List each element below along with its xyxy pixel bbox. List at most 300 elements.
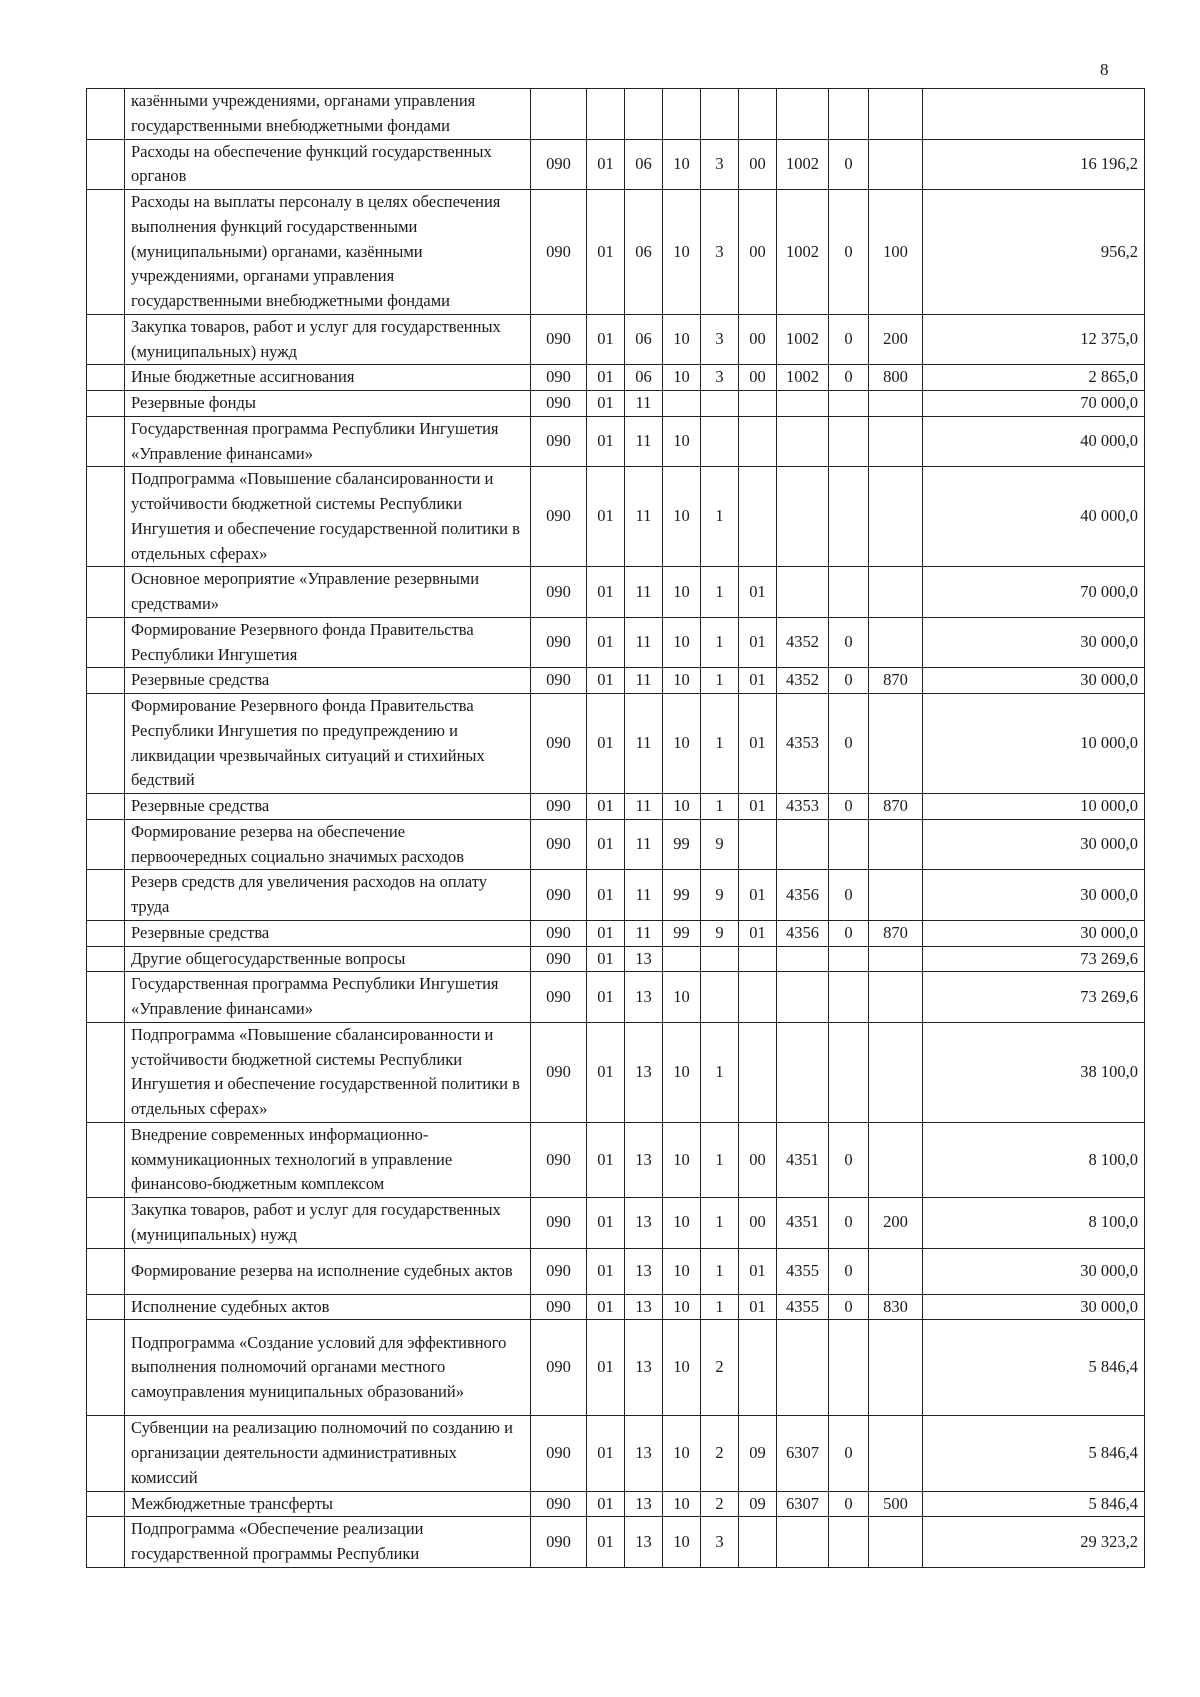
code-flag: 0 — [829, 794, 869, 820]
code-section: 01 — [587, 1248, 625, 1294]
code-event: 01 — [739, 668, 777, 694]
amount: 30 000,0 — [923, 870, 1145, 921]
code-program: 10 — [663, 139, 701, 190]
code-subprogram: 1 — [701, 1248, 739, 1294]
code-flag: 0 — [829, 139, 869, 190]
row-margin-cell — [87, 1517, 125, 1568]
table-row — [87, 467, 1145, 567]
row-margin-cell — [87, 972, 125, 1023]
code-admin — [531, 89, 587, 140]
code-event: 00 — [739, 1198, 777, 1249]
code-program: 10 — [663, 972, 701, 1023]
row-margin-cell — [87, 567, 125, 618]
table-row — [87, 794, 1145, 820]
amount: 10 000,0 — [923, 794, 1145, 820]
row-margin-cell — [87, 617, 125, 668]
code-subsection: 11 — [625, 694, 663, 794]
code-subprogram: 1 — [701, 694, 739, 794]
code-event: 01 — [739, 567, 777, 618]
code-flag — [829, 416, 869, 467]
code-subsection: 11 — [625, 668, 663, 694]
table-row — [87, 190, 1145, 315]
code-subsection: 06 — [625, 190, 663, 315]
row-margin-cell — [87, 1294, 125, 1320]
code-flag — [829, 1022, 869, 1122]
code-program: 10 — [663, 668, 701, 694]
code-direction: 4352 — [777, 668, 829, 694]
table-row — [87, 819, 1145, 870]
row-margin-cell — [87, 1491, 125, 1517]
code-subprogram: 1 — [701, 467, 739, 567]
code-direction — [777, 416, 829, 467]
code-subprogram: 1 — [701, 1198, 739, 1249]
table-row — [87, 1491, 1145, 1517]
code-direction — [777, 391, 829, 417]
code-admin: 090 — [531, 1294, 587, 1320]
item-name: Закупка товаров, работ и услуг для государственных (муниципальных) нужд — [125, 1198, 531, 1249]
table-row — [87, 1416, 1145, 1491]
item-name: Подпрограмма «Повышение сбалансированности и устойчивости бюджетной системы Республики Ингушетия и обеспечение государственной политики в отдельных сферах» — [125, 1022, 531, 1122]
code-subsection: 11 — [625, 920, 663, 946]
code-event: 00 — [739, 1122, 777, 1197]
code-program: 10 — [663, 190, 701, 315]
table-row — [87, 391, 1145, 417]
code-type — [869, 1022, 923, 1122]
code-section: 01 — [587, 1122, 625, 1197]
code-section: 01 — [587, 391, 625, 417]
code-event: 01 — [739, 794, 777, 820]
code-direction: 4355 — [777, 1294, 829, 1320]
code-event — [739, 416, 777, 467]
amount — [923, 89, 1145, 140]
item-name: Формирование резерва на обеспечение первоочередных социально значимых расходов — [125, 819, 531, 870]
code-flag: 0 — [829, 314, 869, 365]
code-type — [869, 870, 923, 921]
code-type: 200 — [869, 314, 923, 365]
code-event: 00 — [739, 365, 777, 391]
code-subprogram: 3 — [701, 1517, 739, 1568]
code-admin: 090 — [531, 567, 587, 618]
item-name: Расходы на обеспечение функций государственных органов — [125, 139, 531, 190]
budget-table — [86, 88, 1145, 1568]
code-event: 01 — [739, 1294, 777, 1320]
code-program: 10 — [663, 365, 701, 391]
code-admin: 090 — [531, 365, 587, 391]
code-program — [663, 89, 701, 140]
item-name: Внедрение современных информационно-коммуникационных технологий в управление финансово-бюджетным комплексом — [125, 1122, 531, 1197]
code-direction: 4353 — [777, 794, 829, 820]
code-admin: 090 — [531, 1320, 587, 1416]
row-margin-cell — [87, 920, 125, 946]
code-flag — [829, 567, 869, 618]
code-direction — [777, 567, 829, 618]
code-type — [869, 567, 923, 618]
code-flag: 0 — [829, 920, 869, 946]
amount: 73 269,6 — [923, 946, 1145, 972]
code-type — [869, 1416, 923, 1491]
code-event: 01 — [739, 617, 777, 668]
code-section: 01 — [587, 416, 625, 467]
code-admin: 090 — [531, 794, 587, 820]
code-admin: 090 — [531, 391, 587, 417]
item-name: Формирование Резервного фонда Правительства Республики Ингушетия — [125, 617, 531, 668]
code-direction — [777, 819, 829, 870]
code-subprogram: 3 — [701, 314, 739, 365]
code-subsection: 13 — [625, 1491, 663, 1517]
code-section: 01 — [587, 668, 625, 694]
code-admin: 090 — [531, 1517, 587, 1568]
code-program — [663, 391, 701, 417]
code-type: 870 — [869, 794, 923, 820]
amount: 5 846,4 — [923, 1416, 1145, 1491]
code-type — [869, 89, 923, 140]
code-admin: 090 — [531, 467, 587, 567]
code-direction: 4351 — [777, 1198, 829, 1249]
table-row — [87, 567, 1145, 618]
code-admin: 090 — [531, 819, 587, 870]
item-name: Подпрограмма «Повышение сбалансированности и устойчивости бюджетной системы Республики Ингушетия и обеспечение государственной политики в отдельных сферах» — [125, 467, 531, 567]
code-type — [869, 1517, 923, 1568]
code-direction: 1002 — [777, 314, 829, 365]
item-name: Формирование резерва на исполнение судебных актов — [125, 1248, 531, 1294]
code-subprogram: 9 — [701, 819, 739, 870]
table-row — [87, 314, 1145, 365]
code-subsection — [625, 89, 663, 140]
amount: 10 000,0 — [923, 694, 1145, 794]
table-row — [87, 416, 1145, 467]
code-event: 01 — [739, 1248, 777, 1294]
code-admin: 090 — [531, 870, 587, 921]
amount: 30 000,0 — [923, 1248, 1145, 1294]
code-section: 01 — [587, 1294, 625, 1320]
code-subprogram: 2 — [701, 1416, 739, 1491]
code-type: 100 — [869, 190, 923, 315]
code-program: 10 — [663, 314, 701, 365]
table-row — [87, 1517, 1145, 1568]
row-margin-cell — [87, 819, 125, 870]
table-row — [87, 617, 1145, 668]
code-event: 01 — [739, 870, 777, 921]
amount: 30 000,0 — [923, 920, 1145, 946]
code-subsection: 13 — [625, 946, 663, 972]
code-flag: 0 — [829, 870, 869, 921]
row-margin-cell — [87, 870, 125, 921]
code-direction: 4352 — [777, 617, 829, 668]
item-name: Резервные средства — [125, 668, 531, 694]
row-margin-cell — [87, 1122, 125, 1197]
code-flag — [829, 819, 869, 870]
code-type — [869, 416, 923, 467]
code-type: 870 — [869, 668, 923, 694]
code-subprogram: 3 — [701, 190, 739, 315]
code-flag: 0 — [829, 1416, 869, 1491]
amount: 40 000,0 — [923, 416, 1145, 467]
amount: 30 000,0 — [923, 819, 1145, 870]
table-row — [87, 668, 1145, 694]
code-program: 10 — [663, 416, 701, 467]
code-section: 01 — [587, 972, 625, 1023]
code-type: 800 — [869, 365, 923, 391]
row-margin-cell — [87, 139, 125, 190]
code-section: 01 — [587, 1416, 625, 1491]
code-section: 01 — [587, 920, 625, 946]
code-event: 01 — [739, 920, 777, 946]
code-subsection: 06 — [625, 314, 663, 365]
code-subsection: 11 — [625, 794, 663, 820]
table-row — [87, 89, 1145, 140]
code-subsection: 11 — [625, 617, 663, 668]
code-subsection: 11 — [625, 416, 663, 467]
code-admin: 090 — [531, 1122, 587, 1197]
code-program: 10 — [663, 1198, 701, 1249]
code-flag — [829, 89, 869, 140]
code-event — [739, 972, 777, 1023]
code-section: 01 — [587, 314, 625, 365]
code-subsection: 13 — [625, 1022, 663, 1122]
table-row — [87, 1198, 1145, 1249]
item-name: Другие общегосударственные вопросы — [125, 946, 531, 972]
code-flag — [829, 946, 869, 972]
table-row — [87, 946, 1145, 972]
code-type: 870 — [869, 920, 923, 946]
code-program: 10 — [663, 1320, 701, 1416]
code-direction: 1002 — [777, 190, 829, 315]
code-type — [869, 1122, 923, 1197]
amount: 70 000,0 — [923, 567, 1145, 618]
row-margin-cell — [87, 314, 125, 365]
amount: 8 100,0 — [923, 1122, 1145, 1197]
code-subsection: 11 — [625, 467, 663, 567]
code-event: 00 — [739, 314, 777, 365]
code-type: 830 — [869, 1294, 923, 1320]
code-subprogram: 1 — [701, 1294, 739, 1320]
code-direction: 1002 — [777, 365, 829, 391]
code-event — [739, 1517, 777, 1568]
item-name: Закупка товаров, работ и услуг для государственных (муниципальных) нужд — [125, 314, 531, 365]
item-name: казёнными учреждениями, органами управления государственными внебюджетными фондами — [125, 89, 531, 140]
code-section: 01 — [587, 467, 625, 567]
row-margin-cell — [87, 946, 125, 972]
code-program: 10 — [663, 567, 701, 618]
code-section: 01 — [587, 946, 625, 972]
code-admin: 090 — [531, 416, 587, 467]
code-type — [869, 972, 923, 1023]
code-subsection: 11 — [625, 819, 663, 870]
row-margin-cell — [87, 668, 125, 694]
code-direction: 6307 — [777, 1416, 829, 1491]
code-subprogram — [701, 946, 739, 972]
row-margin-cell — [87, 1320, 125, 1416]
code-subsection: 13 — [625, 1198, 663, 1249]
code-section: 01 — [587, 1517, 625, 1568]
amount: 12 375,0 — [923, 314, 1145, 365]
code-program: 10 — [663, 1416, 701, 1491]
amount: 2 865,0 — [923, 365, 1145, 391]
code-subprogram: 2 — [701, 1491, 739, 1517]
code-type: 200 — [869, 1198, 923, 1249]
code-program: 99 — [663, 920, 701, 946]
code-event — [739, 89, 777, 140]
item-name: Формирование Резервного фонда Правительства Республики Ингушетия по предупреждению и ликвидации чрезвычайных ситуаций и стихийных бедствий — [125, 694, 531, 794]
code-section: 01 — [587, 694, 625, 794]
code-admin: 090 — [531, 617, 587, 668]
row-margin-cell — [87, 467, 125, 567]
code-flag: 0 — [829, 190, 869, 315]
amount: 956,2 — [923, 190, 1145, 315]
code-subprogram: 1 — [701, 794, 739, 820]
code-program: 10 — [663, 617, 701, 668]
code-program: 10 — [663, 1517, 701, 1568]
code-event — [739, 467, 777, 567]
code-subsection: 13 — [625, 1294, 663, 1320]
code-admin: 090 — [531, 139, 587, 190]
amount: 16 196,2 — [923, 139, 1145, 190]
code-type — [869, 467, 923, 567]
item-name: Основное мероприятие «Управление резервными средствами» — [125, 567, 531, 618]
code-section: 01 — [587, 567, 625, 618]
code-event: 09 — [739, 1491, 777, 1517]
code-subsection: 06 — [625, 139, 663, 190]
table-row — [87, 1248, 1145, 1294]
item-name: Расходы на выплаты персоналу в целях обеспечения выполнения функций государственными (муниципальными) органами, казёнными учреждениями, органами управления государственными внебюджетными фондами — [125, 190, 531, 315]
code-direction: 4355 — [777, 1248, 829, 1294]
code-subsection: 13 — [625, 1416, 663, 1491]
code-event: 00 — [739, 139, 777, 190]
code-flag: 0 — [829, 694, 869, 794]
code-program: 10 — [663, 1022, 701, 1122]
code-admin: 090 — [531, 1248, 587, 1294]
code-subprogram: 1 — [701, 617, 739, 668]
code-subprogram — [701, 89, 739, 140]
row-margin-cell — [87, 1416, 125, 1491]
code-program: 10 — [663, 1248, 701, 1294]
code-program — [663, 946, 701, 972]
code-flag — [829, 1320, 869, 1416]
code-program: 99 — [663, 870, 701, 921]
code-flag — [829, 467, 869, 567]
item-name: Субвенции на реализацию полномочий по созданию и организации деятельности административных комиссий — [125, 1416, 531, 1491]
code-section: 01 — [587, 1320, 625, 1416]
item-name: Государственная программа Республики Ингушетия «Управление финансами» — [125, 972, 531, 1023]
amount: 70 000,0 — [923, 391, 1145, 417]
code-subprogram — [701, 391, 739, 417]
amount: 8 100,0 — [923, 1198, 1145, 1249]
table-body — [87, 89, 1145, 1568]
code-subprogram: 1 — [701, 567, 739, 618]
code-subprogram: 9 — [701, 870, 739, 921]
item-name: Межбюджетные трансферты — [125, 1491, 531, 1517]
code-program: 10 — [663, 467, 701, 567]
row-margin-cell — [87, 694, 125, 794]
code-direction — [777, 1320, 829, 1416]
table-row — [87, 1122, 1145, 1197]
code-direction: 6307 — [777, 1491, 829, 1517]
code-direction: 4353 — [777, 694, 829, 794]
code-section: 01 — [587, 190, 625, 315]
row-margin-cell — [87, 1022, 125, 1122]
code-flag: 0 — [829, 1294, 869, 1320]
code-type — [869, 694, 923, 794]
code-flag — [829, 1517, 869, 1568]
row-margin-cell — [87, 89, 125, 140]
code-subprogram: 3 — [701, 365, 739, 391]
table-row — [87, 972, 1145, 1023]
code-admin: 090 — [531, 668, 587, 694]
table-row — [87, 1320, 1145, 1416]
code-subsection: 11 — [625, 567, 663, 618]
row-margin-cell — [87, 416, 125, 467]
code-type — [869, 391, 923, 417]
code-subsection: 06 — [625, 365, 663, 391]
code-subsection: 13 — [625, 1248, 663, 1294]
code-subprogram: 2 — [701, 1320, 739, 1416]
code-admin: 090 — [531, 1491, 587, 1517]
code-event — [739, 391, 777, 417]
code-program: 10 — [663, 1294, 701, 1320]
code-admin: 090 — [531, 190, 587, 315]
code-flag: 0 — [829, 668, 869, 694]
code-event: 00 — [739, 190, 777, 315]
code-event — [739, 1022, 777, 1122]
code-type — [869, 1320, 923, 1416]
amount: 38 100,0 — [923, 1022, 1145, 1122]
code-flag: 0 — [829, 1122, 869, 1197]
code-flag: 0 — [829, 1491, 869, 1517]
code-section: 01 — [587, 819, 625, 870]
code-program: 10 — [663, 1491, 701, 1517]
page-number: 8 — [1100, 60, 1109, 79]
code-admin: 090 — [531, 920, 587, 946]
code-event: 01 — [739, 694, 777, 794]
code-event — [739, 946, 777, 972]
amount: 29 323,2 — [923, 1517, 1145, 1568]
code-event: 09 — [739, 1416, 777, 1491]
code-direction — [777, 946, 829, 972]
code-section: 01 — [587, 617, 625, 668]
row-margin-cell — [87, 365, 125, 391]
code-subsection: 11 — [625, 870, 663, 921]
code-flag — [829, 391, 869, 417]
code-flag — [829, 972, 869, 1023]
code-type — [869, 946, 923, 972]
amount: 5 846,4 — [923, 1491, 1145, 1517]
table-row — [87, 920, 1145, 946]
item-name: Резерв средств для увеличения расходов на оплату труда — [125, 870, 531, 921]
code-program: 10 — [663, 794, 701, 820]
item-name: Государственная программа Республики Ингушетия «Управление финансами» — [125, 416, 531, 467]
code-direction — [777, 467, 829, 567]
code-subsection: 13 — [625, 1517, 663, 1568]
amount: 30 000,0 — [923, 1294, 1145, 1320]
amount: 5 846,4 — [923, 1320, 1145, 1416]
table-row — [87, 1294, 1145, 1320]
code-direction: 4356 — [777, 920, 829, 946]
row-margin-cell — [87, 1198, 125, 1249]
table-row — [87, 694, 1145, 794]
code-subprogram — [701, 416, 739, 467]
code-direction — [777, 89, 829, 140]
code-subprogram: 1 — [701, 668, 739, 694]
table-row — [87, 870, 1145, 921]
code-admin: 090 — [531, 694, 587, 794]
item-name: Резервные средства — [125, 920, 531, 946]
amount: 30 000,0 — [923, 617, 1145, 668]
code-section — [587, 89, 625, 140]
code-subprogram — [701, 972, 739, 1023]
row-margin-cell — [87, 794, 125, 820]
item-name: Резервные фонды — [125, 391, 531, 417]
code-direction — [777, 1022, 829, 1122]
